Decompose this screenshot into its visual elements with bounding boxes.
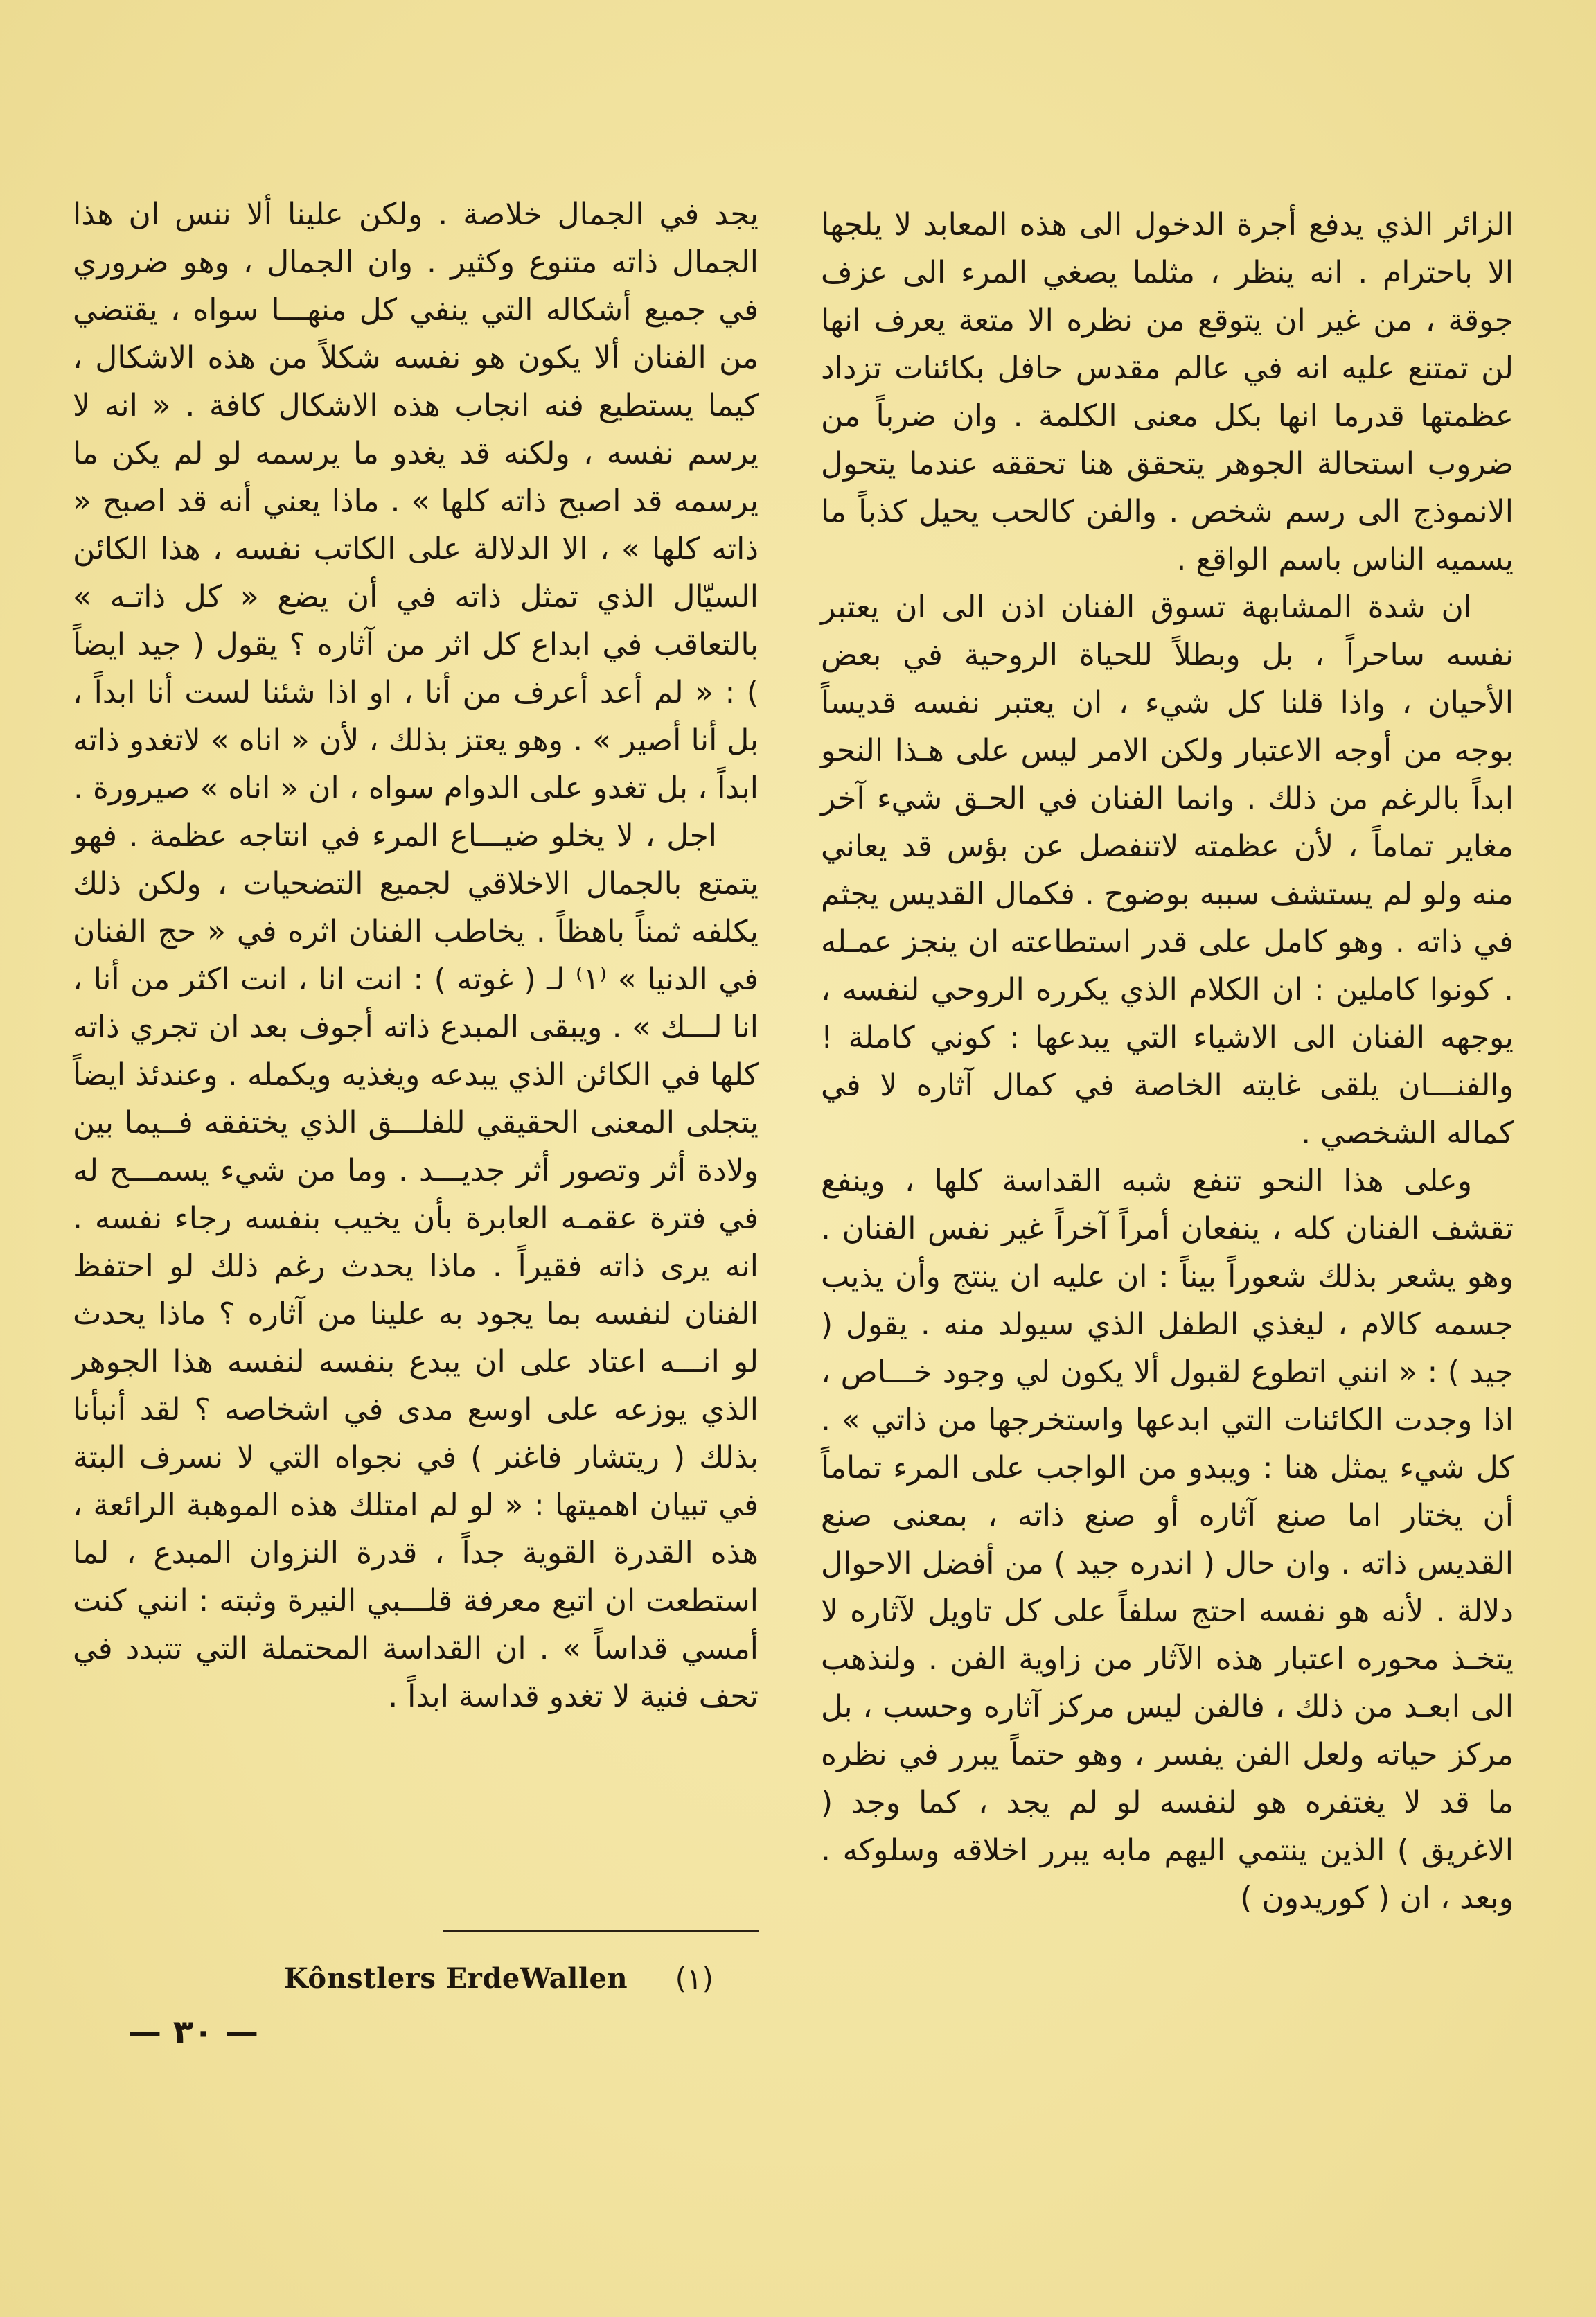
paragraph: وعلى هذا النحو تنفع شبه القداسة كلها ، وينفع تقشف الفنان كله ، ينفعان أمراً آخراً غير نفس الفنان . وهو يشعر بذلك شعوراً بيناً : ان عليه ان ينتج وأن يذيب جسمه كالام ، ليغذي الطفل الذي سيولد منه . يقول ( جيد ) : « انني اتطوع لقبول ألا يكون لي وجود خـــاص ، اذا وجدت الكائنات التي ابدعها واستخرجها من ذاتي » . كل شيء يمثل هنا : ويبدو من الواجب على المرء تماماً أن يختار اما صنع آثاره أو صنع ذاته ، بمعنى صنع القديس ذاته . وان حال ( اندره جيد ) من أفضل الاحوال دلالة . لأنه هو نفسه احتج سلفاً على كل تاويل لآثاره لا يتخـذ محوره اعتبار هذه الآثار من زاوية الفن . ولنذهب الى ابعـد من ذلك ، فالفن ليس مركز آثاره وحسب ، بل مركز حياته ولعل الفن يفسر ، وهو حتماً يبرر في نظره ما قد لا يغتفره هو لنفسه لو لم يجد ، كما وجد ( الاغريق ) الذين ينتمي اليهم مابه يبرر اخلاقه وسلوكه . وبعد ، ان ( كوريدون ) [821,1163,1514,1916]
page-number: — ٣٠ — [128,2013,259,2052]
footnote-divider [443,1930,759,1932]
paragraph: الزائر الذي يدفع أجرة الدخول الى هذه المعابد لا يلجها الا باحترام . انه ينظر ، مثلما يصغي المرء الى عزف جوقة ، من غير ان يتوقع من نظره الا متعة يعرف انها لن تمتنع عليه انه في عالم مقدس حافل بكائنات تزداد عظمتها قدرما انها بكل معنى الكلمة . وان ضرباً من ضروب استحالة الجوهر يتحقق هنا تحققه عندما يتحول الانموذج الى رسم شخص . والفن كالحب يحيل كذباً ما يسميه الناس باسم الواقع . [821,207,1514,577]
paragraph: يجد في الجمال خلاصة . ولكن علينا ألا ننس ان هذا الجمال ذاته متنوع وكثير . وان الجمال ، وهو ضروري في جميع أشكاله التي ينفي كل منهـــا سواه ، يقتضي من الفنان ألا يكون هو نفسه شكلاً من هذه الاشكال ، كيما يستطيع فنه انجاب هذه الاشكال كافة . « انه لا يرسم نفسه ، ولكنه قد يغدو ما يرسمه لو لم يكن ما يرسمه قد اصبح ذاته كلها » . ماذا يعني أنه قد اصبح « ذاته كلها » ، الا الدلالة على الكاتب نفسه ، هذا الكائن السيّال الذي تمثل ذاته في أن يضع « كل ذاتـه » بالتعاقب في ابداع كل اثر من آثاره ؟ يقول ( جيد ايضاً ) : « لم أعد أعرف من أنا ، او اذا شئنا لست أنا ابداً ، بل أنا أصير » . وهو يعتز بذلك ، لأن « اناه » لاتغدو ذاته ابداً ، بل تغدو على الدوام سواه ، ان « اناه » صيرورة . [73,197,759,806]
footnote-number: (١) [675,1961,713,1996]
footnote-text: Kônstlers ErdeWallen [284,1962,628,1995]
footnote [284,1954,713,2002]
left-text-column [73,191,759,1720]
paragraph: اجل ، لا يخلو ضيـــاع المرء في انتاجه عظمة . فهو يتمتع بالجمال الاخلاقي لجميع التضحيات ، ولكن ذلك يكلفه ثمناً باهظاً . يخاطب الفنان اثره في « حج الفنان في الدنيا » ⁽١⁾ لـ ( غوته ) : انت انا ، انت اكثر من أنا ، انا لـــك » . ويبقى المبدع ذاته أجوف بعد ان تجري ذاته كلها في الكائن الذي يبدعه ويغذيه ويكمله . وعندئذ ايضاً يتجلى المعنى الحقيقي للفلـــق الذي يختفقه فــيما بين ولادة أثر وتصور أثر جديـــد . وما من شيء يسمـــح له في فترة عقمـه العابرة بأن يخيب بنفسه رجاء نفسه . انه يرى ذاته فقيراً . ماذا يحدث رغم ذلك لو احتفظ الفنان لنفسه بما يجود به علينا من آثاره ؟ ماذا يحدث لو انـــه اعتاد على ان يبدع بنفسه لنفسه هذا الجوهر الذي يوزعه على اوسع مدى في اشخاصه ؟ لقد أنبأنا بذلك ( ريتشار فاغنر ) في نجواه التي لا نسرف البتة في تبيان اهميتها : « لو لم امتلك هذه الموهبة الرائعة ، هذه القدرة القوية جداً ، قدرة النزوان المبدع ، لما استطعت ان اتبع معرفة قلـــبي النيرة وثبته : انني كنت أمسي قداساً » . ان القداسة المحتملة التي تتبدد في تحف فنية لا تغدو قداسة ابداً . [73,818,759,1714]
right-text-column [821,201,1514,1922]
paragraph: ان شدة المشابهة تسوق الفنان اذن الى ان يعتبر نفسه ساحراً ، بل وبطلاً للحياة الروحية في بعض الأحيان ، واذا قلنا كل شيء ، ان يعتبر نفسه قديساً بوجه من أوجه الاعتبار ولكن الامر ليس على هـذا النحو ابداً بالرغم من ذلك . وانما الفنان في الحـق شيء آخر مغاير تماماً ، لأن عظمته لاتنفصل عن بؤس قد يعاني منه ولو لم يستشف سببه بوضوح . فكمال القديس يجثم في ذاته . وهو كامل على قدر استطاعته ان ينجز عمـله . كونوا كاملين : ان الكلام الذي يكرره الروحي لنفسه ، يوجهه الفنان الى الاشياء التي يبدعها : كوني كاملة ! والفنـــان يلقى غايته الخاصة في كمال آثاره لا في كماله الشخصي . [821,590,1514,1151]
